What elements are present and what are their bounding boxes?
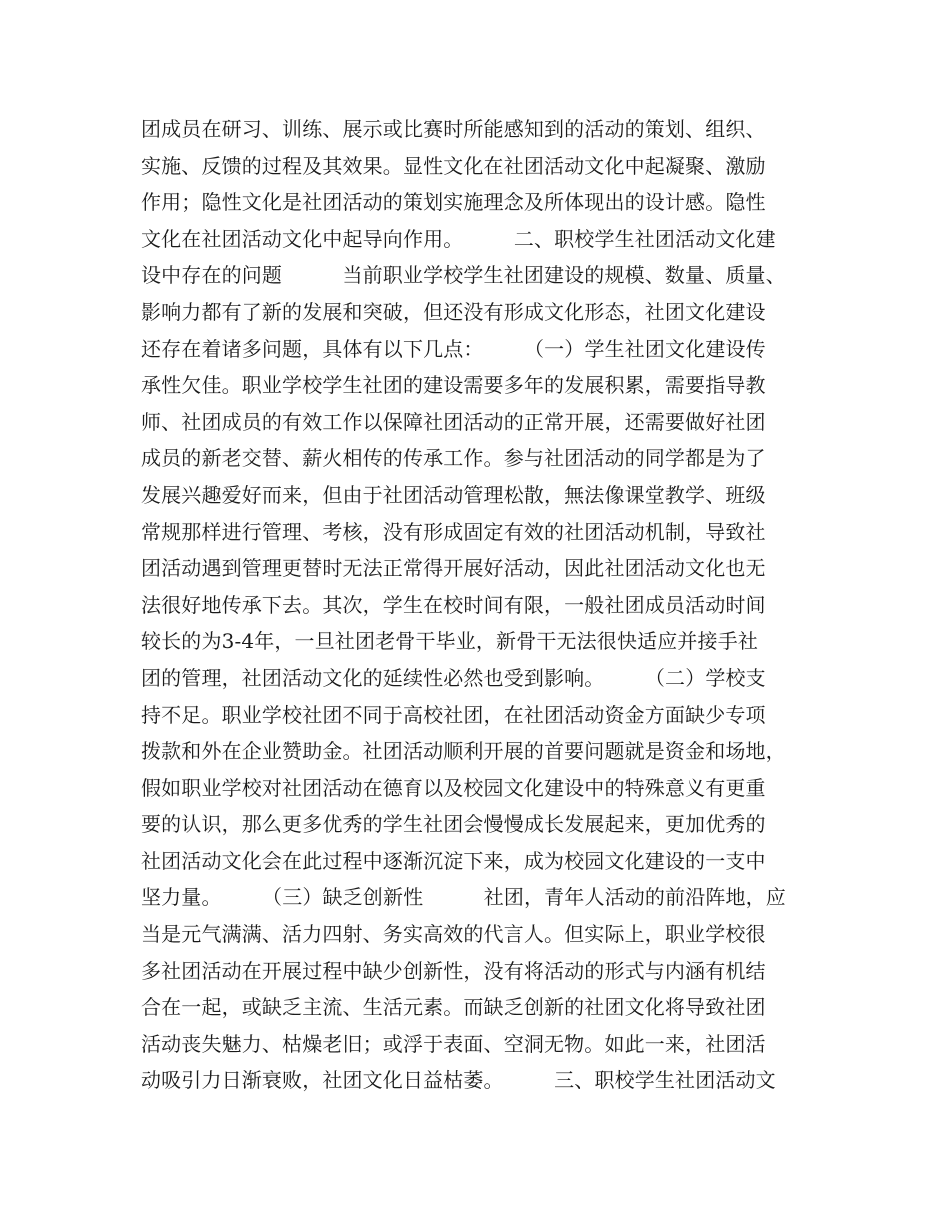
text-line: 常规那样进行管理、考核，没有形成固定有效的社团活动机制，导致社 — [141, 519, 766, 544]
text-line: 成员的新老交替、薪火相传的传承工作。参与社团活动的同学都是为了 — [141, 446, 766, 471]
text-line: 社团活动文化会在此过程中逐渐沉淀下来，成为校园文化建设的一支中 — [141, 848, 766, 873]
text-line: 文化在社团活动文化中起导向作用。 二、职校学生社团活动文化建 — [141, 226, 776, 251]
text-line: 活动丧失魅力、枯燥老旧；或浮于表面、空洞无物。如此一来，社团活 — [141, 1031, 766, 1056]
text-line: 师、社团成员的有效工作以保障社团活动的正常开展，还需要做好社团 — [141, 409, 766, 434]
text-line: 还存在着诸多问题，具体有以下几点： （一）学生社团文化建设传 — [141, 336, 766, 361]
text-line: 合在一起，或缺乏主流、生活元素。而缺乏创新的社团文化将导致社团 — [141, 995, 766, 1020]
text-line: 实施、反馈的过程及其效果。显性文化在社团活动文化中起凝聚、激励 — [141, 153, 766, 178]
text-line: 坚力量。 （三）缺乏创新性 社团，青年人活动的前沿阵地，应 — [141, 885, 786, 910]
text-line: 作用；隐性文化是社团活动的策划实施理念及所体现出的设计感。隐性 — [141, 190, 766, 215]
text-line: 影响力都有了新的发展和突破，但还没有形成文化形态，社团文化建设 — [141, 299, 766, 324]
text-line: 法很好地传承下去。其次，学生在校时间有限，一般社团成员活动时间 — [141, 592, 766, 617]
text-line: 当是元气满满、活力四射、务实高效的代言人。但实际上，职业学校很 — [141, 922, 766, 947]
text-line: 承性欠佳。职业学校学生社团的建设需要多年的发展积累，需要指导教 — [141, 373, 766, 398]
text-line: 动吸引力日渐衰败，社团文化日益枯萎。 三、职校学生社团活动文 — [141, 1068, 776, 1093]
text-line: 较长的为3-4年，一旦社团老骨干毕业，新骨干无法很快适应并接手社 — [141, 629, 759, 654]
text-line: 要的认识，那么更多优秀的学生社团会慢慢成长发展起来，更加优秀的 — [141, 812, 766, 837]
text-line: 团的管理，社团活动文化的延续性必然也受到影响。 （二）学校支 — [141, 665, 766, 690]
text-line: 发展兴趣爱好而来，但由于社团活动管理松散，無法像课堂教学、班级 — [141, 482, 766, 507]
text-line: 团成员在研习、训练、展示或比赛时所能感知到的活动的策划、组织、 — [141, 117, 766, 141]
text-line: 假如职业学校对社团活动在德育以及校园文化建设中的特殊意义有更重 — [141, 775, 766, 800]
body-text — [141, 111, 821, 1099]
text-line: 设中存在的问题 当前职业学校学生社团建设的规模、数量、质量、 — [141, 263, 786, 288]
text-line: 拨款和外在企业赞助金。社团活动顺利开展的首要问题就是资金和场地， — [141, 739, 786, 764]
text-line: 多社团活动在开展过程中缺少创新性，没有将活动的形式与内涵有机结 — [141, 958, 766, 983]
text-line: 持不足。职业学校社团不同于高校社团，在社团活动资金方面缺少专项 — [141, 702, 766, 727]
text-line: 团活动遇到管理更替时无法正常得开展好活动，因此社团活动文化也无 — [141, 556, 766, 581]
